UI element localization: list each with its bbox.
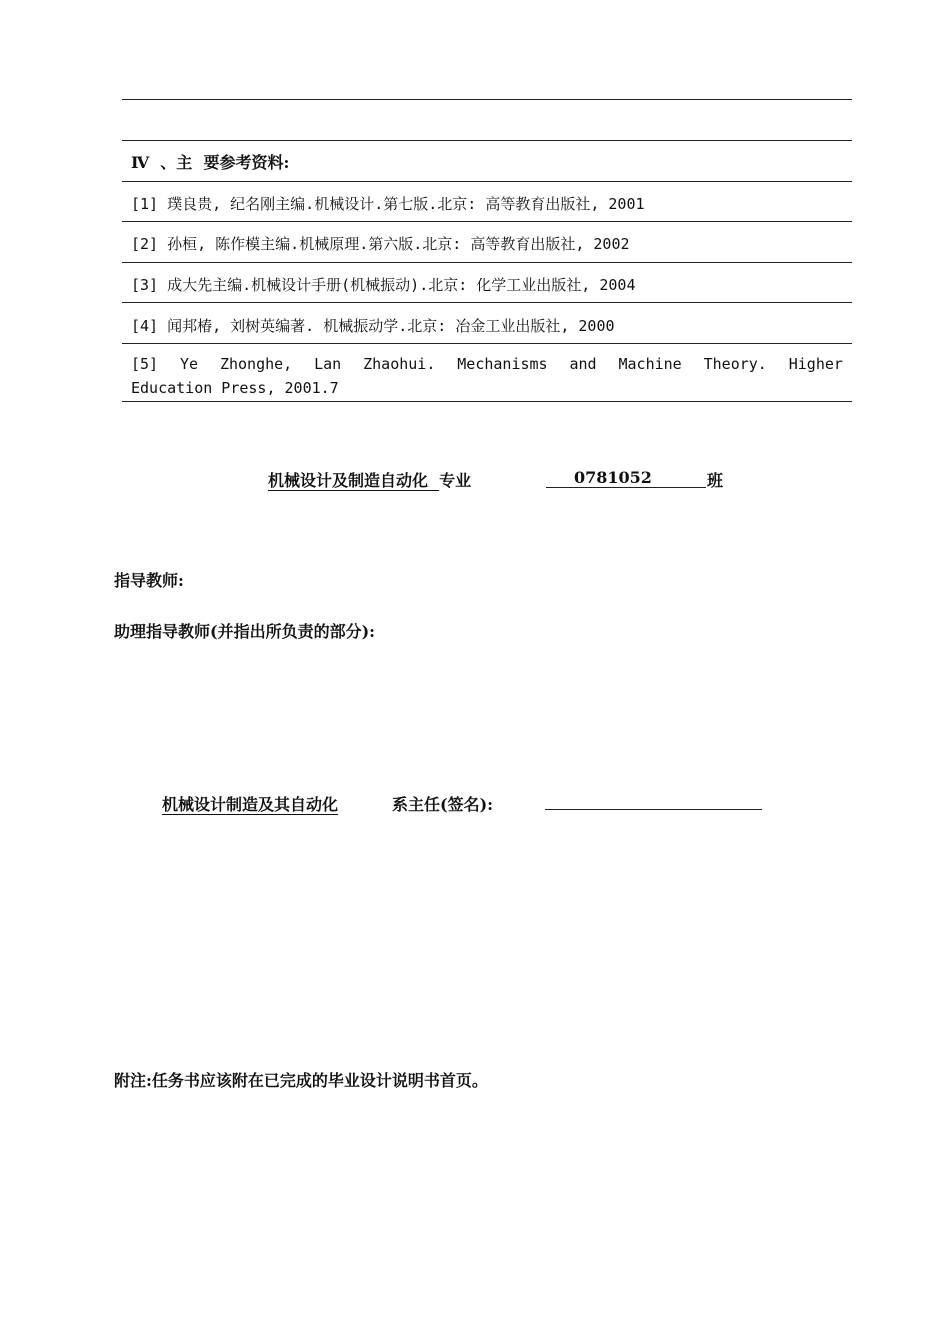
major-name: 机械设计及制造自动化 bbox=[268, 471, 429, 490]
class-line bbox=[268, 468, 471, 491]
signature-field[interactable] bbox=[545, 809, 762, 810]
advisor-label: 指导教师: bbox=[114, 571, 184, 590]
reference-item: [1] 璞良贵, 纪名刚主编.机械设计.第七版.北京: 高等教育出版社, 2001 bbox=[131, 195, 645, 213]
table-rule bbox=[122, 343, 852, 344]
references-heading: Ⅳ 、主 要参考资料: bbox=[131, 153, 290, 172]
reference-item-5 bbox=[131, 352, 843, 400]
reference-item: [3] 成大先主编.机械设计手册(机械振动).北京: 化学工业出版社, 2004 bbox=[131, 276, 636, 294]
major-suffix: 专业 bbox=[439, 471, 472, 490]
department-name: 机械设计制造及其自动化 bbox=[162, 795, 339, 814]
table-bottom-rule bbox=[122, 401, 852, 402]
reference-item: [4] 闻邦椿, 刘树英编著. 机械振动学.北京: 冶金工业出版社, 2000 bbox=[131, 317, 615, 335]
table-rule bbox=[122, 181, 852, 182]
reference-item: [2] 孙桓, 陈作模主编.机械原理.第六版.北京: 高等教育出版社, 2002 bbox=[131, 235, 630, 253]
class-number-field bbox=[546, 468, 706, 488]
table-rule bbox=[122, 140, 852, 141]
class-suffix: 班 bbox=[707, 471, 724, 490]
assistant-advisor-label: 助理指导教师(并指出所负责的部分): bbox=[114, 622, 376, 641]
class-number: 0781052 bbox=[574, 468, 652, 487]
footnote: 附注:任务书应该附在已完成的毕业设计说明书首页。 bbox=[114, 1071, 488, 1090]
table-top-rule bbox=[122, 99, 852, 100]
table-rule bbox=[122, 221, 852, 222]
director-signature-label: 系主任(签名): bbox=[392, 795, 494, 814]
table-rule bbox=[122, 302, 852, 303]
reference-item-5-line2: Education Press, 2001.7 bbox=[131, 379, 339, 397]
reference-item-5-line1: [5] Ye Zhonghe, Lan Zhaohui. Mechanisms and Machine Theory. Higher bbox=[131, 355, 843, 373]
table-rule bbox=[122, 262, 852, 263]
